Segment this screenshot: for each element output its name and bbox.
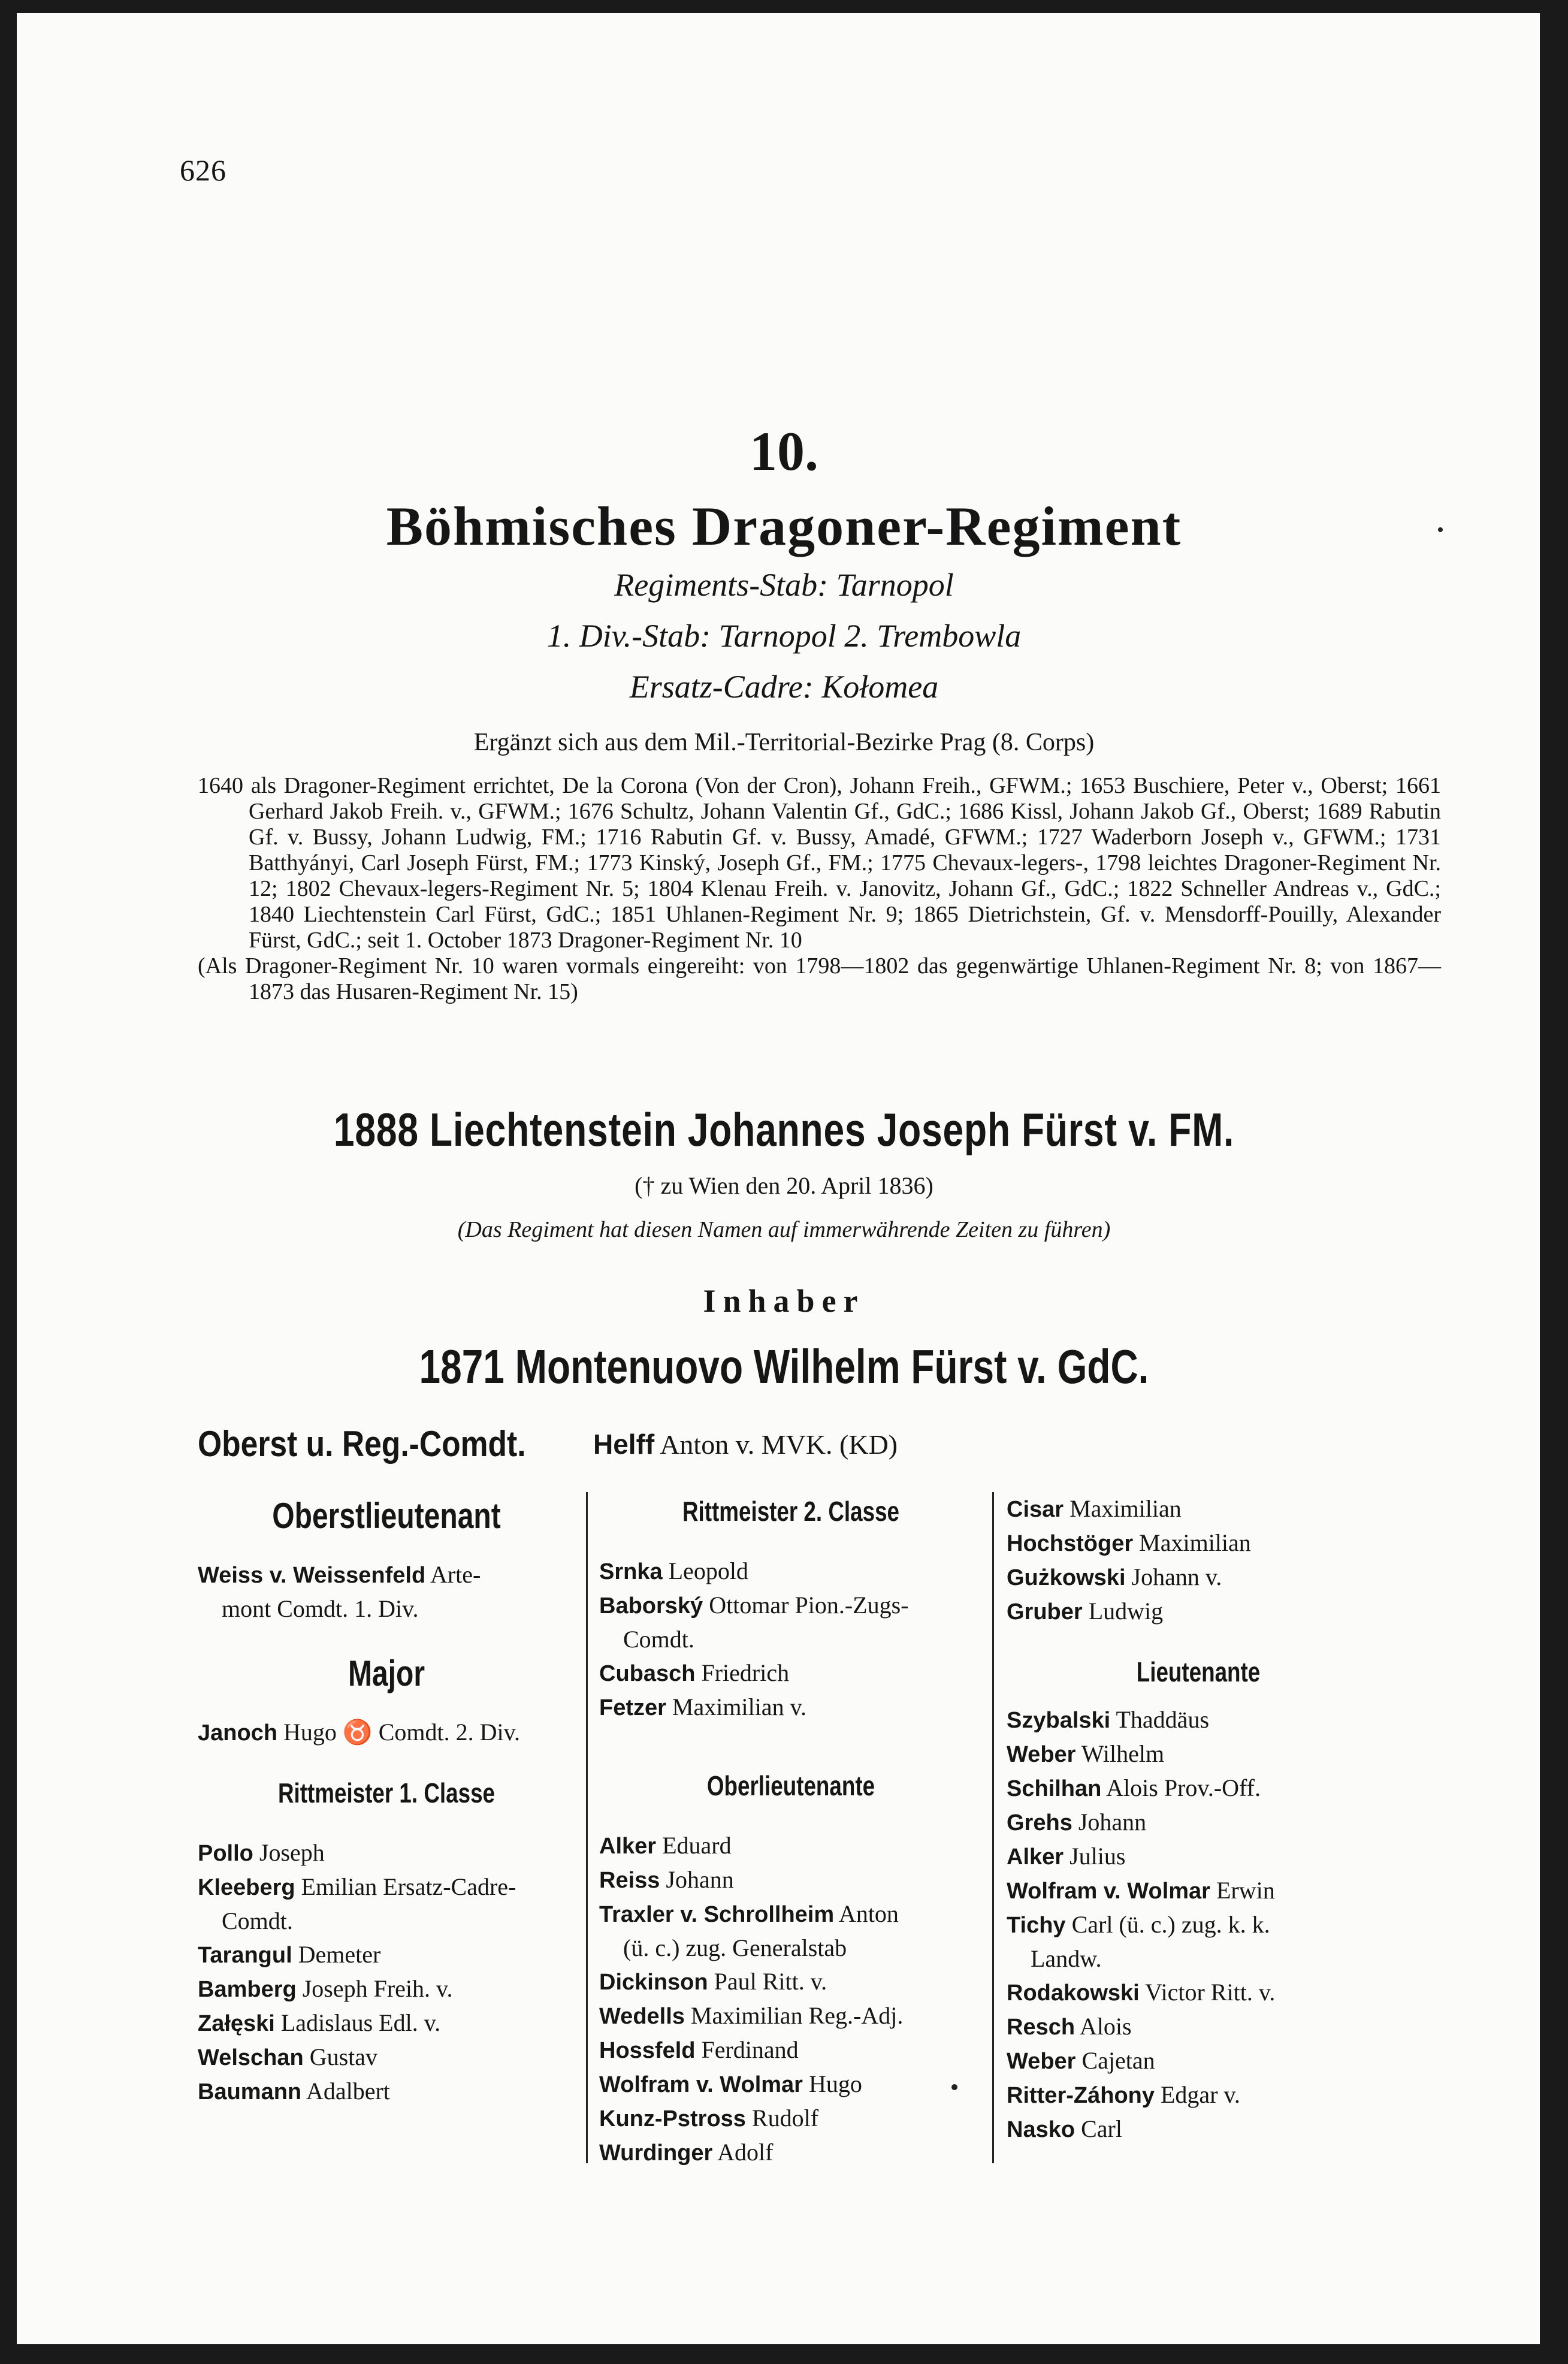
lieutenante-list	[1007, 1703, 1390, 2146]
entry-surname: Alker	[1007, 1844, 1064, 1870]
inhaber-name: 1871 Montenuovo Wilhelm Fürst v. GdC.	[419, 1340, 1149, 1393]
column-2	[599, 1492, 983, 2170]
entry-surname: Nasko	[1007, 2117, 1075, 2142]
oberst-rest: Anton v. MVK. (KD)	[654, 1429, 898, 1460]
entry-details: Eduard	[656, 1832, 732, 1859]
ersatz-cadre: Ersatz-Cadre: Kołomea	[629, 669, 939, 705]
column-divider	[586, 1492, 588, 2163]
roster-entry	[599, 1863, 983, 1897]
entry-details: Joseph	[253, 1839, 325, 1866]
roster-entry	[198, 2075, 575, 2109]
entry-surname: Grehs	[1007, 1810, 1072, 1835]
regiment-number: 10.	[750, 421, 818, 482]
entry-surname: Wedells	[599, 2004, 685, 2029]
honorary-death: († zu Wien den 20. April 1836)	[635, 1172, 933, 1199]
roster-entry	[1007, 2112, 1390, 2146]
entry-details: Johann	[1072, 1809, 1147, 1835]
roster-entry	[198, 1938, 575, 1972]
entry-details: Wilhelm	[1075, 1740, 1165, 1767]
roster-entry	[198, 2006, 575, 2040]
entry-details: Maximilian	[1064, 1495, 1182, 1522]
entry-details: Hugo ♉ Comdt. 2. Div.	[277, 1719, 521, 1746]
speck	[1438, 527, 1443, 532]
entry-details: Alois	[1075, 2013, 1132, 2040]
roster-entry	[1007, 1560, 1390, 1595]
entry-surname: Traxler v. Schrollheim	[599, 1902, 835, 1927]
entry-surname: Tichy	[1007, 1913, 1066, 1938]
roster-entry	[599, 1829, 983, 1863]
entry-surname: Ritter-Záhony	[1007, 2083, 1155, 2108]
entry-details: Julius	[1064, 1843, 1126, 1870]
entry-surname: Srnka	[599, 1559, 663, 1584]
entry-surname: Reiss	[599, 1868, 660, 1893]
regiments-stab: Regiments-Stab: Tarnopol	[614, 567, 954, 603]
roster-entry	[599, 2033, 983, 2067]
entry-surname: Rodakowski	[1007, 1980, 1140, 2006]
roster-entry	[1007, 2044, 1390, 2078]
oberlieutenante-list	[599, 1829, 983, 2170]
entry-surname: Załęski	[198, 2011, 275, 2036]
entry-continuation: Comdt.	[222, 1907, 293, 1934]
entry-surname: Baumann	[198, 2079, 302, 2105]
lieutenante-heading: Lieutenante	[1136, 1656, 1261, 1687]
entry-details: Cajetan	[1075, 2047, 1155, 2074]
roster-entry	[1007, 1908, 1390, 1942]
roster-entry	[198, 1558, 575, 1592]
entry-details: Ludwig	[1082, 1598, 1164, 1625]
roster-entry	[599, 2136, 983, 2170]
entry-details: Maximilian Reg.-Adj.	[684, 2002, 904, 2029]
roster-entry	[198, 2040, 575, 2075]
entry-surname: Wurdinger	[599, 2140, 713, 2166]
ergaenzt-line: Ergänzt sich aus dem Mil.-Territorial-Bezirke Prag (8. Corps)	[473, 729, 1095, 756]
entry-details: Johann v.	[1125, 1563, 1222, 1590]
roster-entry	[1007, 1595, 1390, 1629]
rittmeister-1-heading: Rittmeister 1. Classe	[277, 1777, 496, 1809]
entry-details: Ferdinand	[695, 2036, 799, 2063]
roster-entry	[1007, 1840, 1390, 1874]
entry-surname: Janoch	[198, 1720, 278, 1746]
entry-details: Carl (ü. c.) zug. k. k.	[1065, 1911, 1270, 1938]
oberstlieutenant-list	[198, 1558, 575, 1626]
roster-entry	[198, 1836, 575, 1870]
roster-entry	[198, 1972, 575, 2006]
entry-continuation: Comdt.	[623, 1626, 694, 1653]
roster-entry	[599, 1589, 983, 1623]
rittmeister-2-heading: Rittmeister 2. Classe	[682, 1496, 900, 1527]
entry-details: Adalbert	[301, 2078, 390, 2105]
roster-entry	[599, 1690, 983, 1725]
roster-entry	[1007, 1806, 1390, 1840]
inhaber-heading: Inhaber	[703, 1283, 865, 1319]
roster-entry	[599, 1965, 983, 1999]
entry-surname: Tarangul	[198, 1943, 292, 1968]
oberst-row	[198, 1423, 898, 1465]
roster-entry	[1007, 1526, 1390, 1560]
roster-entry	[198, 1870, 575, 1904]
roster-entry	[1007, 1976, 1390, 2010]
roster-entry	[599, 2067, 983, 2102]
roster-entry	[1007, 2010, 1390, 2044]
entry-surname: Kleeberg	[198, 1875, 295, 1900]
entry-details: Emilian Ersatz-Cadre-	[295, 1873, 516, 1900]
entry-details: Maximilian v.	[666, 1693, 806, 1720]
page-number: 626	[180, 153, 226, 187]
entry-details: Maximilian	[1133, 1529, 1251, 1556]
entry-surname: Resch	[1007, 2015, 1075, 2040]
entry-surname: Gruber	[1007, 1599, 1083, 1625]
entry-details: Ottomar Pion.-Zugs-	[703, 1592, 909, 1619]
entry-details: Johann	[660, 1866, 734, 1893]
history-note: (Als Dragoner-Regiment Nr. 10 waren vormals eingereiht: von 1798—1802 das gegenwärtige Uhlanen-Regiment Nr. 8; von 1867—1873 das Husaren-Regiment Nr. 15)	[198, 953, 1441, 1004]
entry-details: Adolf	[712, 2139, 774, 2166]
regiment-name: Böhmisches Dragoner-Regiment	[386, 496, 1182, 557]
oberst-surname: Helff	[593, 1429, 655, 1460]
oberst-entry	[593, 1428, 898, 1460]
column-1	[198, 1492, 575, 2109]
history-text: 1640 als Dragoner-Regiment errichtet, De la Corona (Von der Cron), Johann Freih., GFWM.; 1653 Buschiere, Peter v., Oberst; 1661 Gerhard Jakob Freih. v., GFWM.; 1676 Schultz, Johann Valentin Gf., GdC.; 1686 Kissl, Johann Jakob Gf., Oberst; 1689 Rabutin Gf. v. Bussy, Johann Ludwig, FM.; 1716 Rabutin Gf. v. Bussy, Amadé, GFWM.; 1727 Waderborn Joseph v., GFWM.; 1731 Batthyányi, Carl Joseph Fürst, FM.; 1773 Kinský, Joseph Gf., FM.; 1775 Chevaux-legers-, 1798 leichtes Dragoner-Regiment Nr. 12; 1802 Chevaux-legers-Regiment Nr. 5; 1804 Klenau Freih. v. Janovitz, Johann Gf., GdC.; 1822 Schneller Andreas v., GdC.; 1840 Liechtenstein Carl Fürst, GdC.; 1851 Uhlanen-Regiment Nr. 9; 1865 Dietrichstein, Gf. v. Mensdorff-Pouilly, Alexander Fürst, GdC.; seit 1. October 1873 Dragoner-Regiment Nr. 10	[198, 773, 1441, 953]
entry-surname: Fetzer	[599, 1695, 666, 1720]
rittmeister-2-list	[599, 1554, 983, 1725]
entry-details: Carl	[1075, 2115, 1122, 2142]
entry-surname: Welschan	[198, 2045, 304, 2070]
oberlieutenante-continued-list	[1007, 1492, 1390, 1629]
entry-details: Alois Prov.-Off.	[1101, 1774, 1261, 1801]
roster-entry	[1007, 1492, 1390, 1526]
major-list	[198, 1716, 575, 1750]
rittmeister-1-list	[198, 1836, 575, 2109]
honorary-note: (Das Regiment hat diesen Namen auf immerwährende Zeiten zu führen)	[457, 1217, 1111, 1242]
entry-details: Edgar v.	[1155, 2081, 1240, 2108]
entry-details: Ladislaus Edl. v.	[274, 2009, 441, 2036]
entry-details: Anton	[834, 1900, 899, 1927]
entry-surname: Cubasch	[599, 1661, 696, 1686]
honorary-name: 1888 Liechtenstein Johannes Joseph Fürst v. FM.	[333, 1103, 1235, 1156]
roster-entry	[1007, 1737, 1390, 1771]
column-3	[1007, 1492, 1390, 2146]
roster-entry	[198, 1716, 575, 1750]
entry-surname: Schilhan	[1007, 1776, 1102, 1801]
entry-details: Leopold	[662, 1557, 748, 1584]
entry-surname: Gużkowski	[1007, 1565, 1126, 1590]
oberst-label: Oberst u. Reg.-Comdt.	[198, 1424, 526, 1464]
entry-surname: Bamberg	[198, 1977, 297, 2002]
entry-details: Victor Ritt. v.	[1139, 1979, 1276, 2006]
entry-surname: Wolfram v. Wolmar	[599, 2072, 803, 2097]
roster-entry	[599, 1656, 983, 1690]
entry-surname: Alker	[599, 1834, 657, 1859]
entry-details: Arte-	[425, 1561, 481, 1588]
entry-surname: Cisar	[1007, 1497, 1064, 1522]
roster-entry	[1007, 1771, 1390, 1806]
entry-details: Rudolf	[745, 2105, 819, 2131]
roster-entry	[1007, 1703, 1390, 1737]
roster-entry	[599, 1897, 983, 1931]
entry-details: Paul Ritt. v.	[708, 1968, 827, 1995]
entry-surname: Dickinson	[599, 1970, 708, 1995]
entry-continuation: (ü. c.) zug. Generalstab	[623, 1934, 847, 1961]
roster-entry	[599, 1554, 983, 1589]
roster-entry	[1007, 1874, 1390, 1908]
entry-surname: Weber	[1007, 1742, 1076, 1767]
entry-surname: Kunz-Pstross	[599, 2106, 746, 2131]
roster-entry	[599, 2102, 983, 2136]
entry-surname: Wolfram v. Wolmar	[1007, 1879, 1210, 1904]
major-heading: Major	[348, 1653, 425, 1693]
oberstlieutenant-heading: Oberstlieutenant	[272, 1496, 501, 1536]
entry-surname: Hochstöger	[1007, 1531, 1134, 1556]
entry-details: Gustav	[303, 2043, 378, 2070]
entry-continuation: Landw.	[1031, 1945, 1102, 1972]
entry-details: Thaddäus	[1110, 1706, 1210, 1733]
entry-surname: Szybalski	[1007, 1708, 1111, 1733]
regiment-history	[198, 773, 1441, 1005]
entry-details: Friedrich	[695, 1659, 790, 1686]
division-stab: 1. Div.-Stab: Tarnopol 2. Trembowla	[546, 618, 1022, 654]
entry-details: Demeter	[292, 1941, 381, 1968]
entry-details: Erwin	[1210, 1877, 1275, 1904]
entry-surname: Pollo	[198, 1841, 253, 1866]
entry-details: Joseph Freih. v.	[296, 1975, 453, 2002]
entry-surname: Baborský	[599, 1593, 703, 1619]
entry-details: Hugo	[802, 2070, 862, 2097]
entry-surname: Weber	[1007, 2049, 1076, 2074]
roster-entry	[1007, 2078, 1390, 2112]
speck	[951, 2084, 957, 2090]
entry-surname: Weiss v. Weissenfeld	[198, 1563, 426, 1588]
oberlieutenante-heading: Oberlieutenante	[706, 1770, 875, 1801]
column-divider	[992, 1492, 994, 2163]
entry-surname: Hossfeld	[599, 2038, 696, 2063]
roster-entry	[599, 1999, 983, 2033]
entry-continuation: mont Comdt. 1. Div.	[222, 1595, 419, 1622]
